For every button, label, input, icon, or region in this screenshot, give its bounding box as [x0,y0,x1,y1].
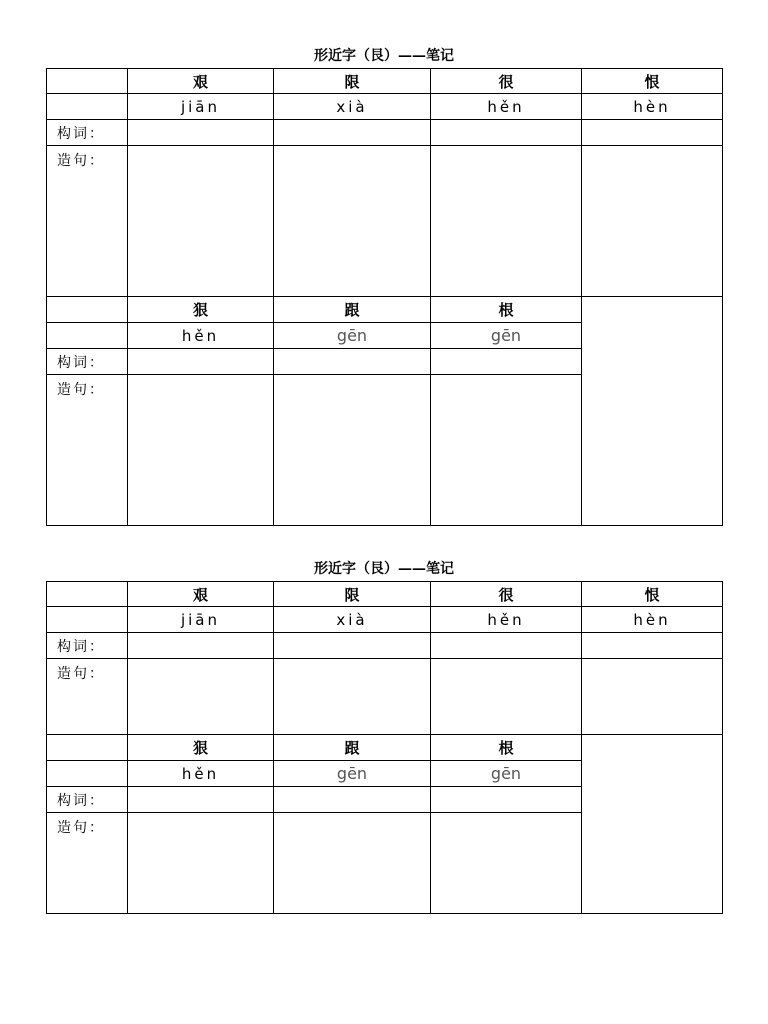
pinyin-cell: jiān [128,607,274,633]
notes-table-1 [46,68,723,526]
label-ju: 造句： [47,659,128,735]
write-cell[interactable] [128,633,274,659]
label-ci: 构词： [47,349,128,375]
write-cell[interactable] [431,813,582,914]
write-cell[interactable] [274,787,431,813]
label-ci: 构词： [47,787,128,813]
pinyin-cell: xià [274,607,431,633]
write-cell[interactable] [274,633,431,659]
char-cell: 很 [431,69,582,94]
write-cell[interactable] [582,146,723,297]
write-cell[interactable] [582,633,723,659]
empty-cell [47,761,128,787]
write-cell[interactable] [274,813,431,914]
write-cell[interactable] [431,120,582,146]
label-ci: 构词： [47,120,128,146]
label-ci: 构词： [47,633,128,659]
write-cell[interactable] [274,120,431,146]
blank-cell [582,297,723,526]
write-cell[interactable] [128,146,274,297]
write-cell[interactable] [128,787,274,813]
write-cell[interactable] [128,120,274,146]
pinyin-cell: gēn [431,323,582,349]
write-cell[interactable] [274,375,431,526]
char-cell: 艰 [128,582,274,607]
write-cell[interactable] [128,813,274,914]
write-cell[interactable] [274,659,431,735]
char-cell: 恨 [582,582,723,607]
char-cell: 恨 [582,69,723,94]
blank-cell [582,735,723,914]
write-cell[interactable] [431,146,582,297]
write-cell[interactable] [274,146,431,297]
empty-cell [47,607,128,633]
empty-cell [47,323,128,349]
char-cell: 很 [431,582,582,607]
write-cell[interactable] [274,349,431,375]
pinyin-cell: hèn [582,607,723,633]
corner-cell [47,582,128,607]
empty-cell [47,735,128,761]
pinyin-cell: gēn [431,761,582,787]
pinyin-cell: hěn [431,94,582,120]
label-ju: 造句： [47,146,128,297]
char-cell: 跟 [274,735,431,761]
write-cell[interactable] [128,659,274,735]
pinyin-cell: jiān [128,94,274,120]
write-cell[interactable] [431,375,582,526]
pinyin-cell: hèn [582,94,723,120]
write-cell[interactable] [128,349,274,375]
char-cell: 跟 [274,297,431,323]
write-cell[interactable] [582,659,723,735]
pinyin-cell: hěn [431,607,582,633]
notes-table-2 [46,581,723,914]
write-cell[interactable] [431,633,582,659]
pinyin-cell: xià [274,94,431,120]
pinyin-cell: gēn [274,761,431,787]
write-cell[interactable] [128,375,274,526]
char-cell: 限 [274,69,431,94]
empty-cell [47,94,128,120]
char-cell: 艰 [128,69,274,94]
pinyin-cell: gēn [274,323,431,349]
pinyin-cell: hěn [128,761,274,787]
title-1: 形近字（艮）——笔记 [314,48,454,64]
char-cell: 狠 [128,735,274,761]
write-cell[interactable] [582,120,723,146]
pinyin-cell: hěn [128,323,274,349]
corner-cell [47,69,128,94]
title-2: 形近字（艮）——笔记 [314,561,454,577]
write-cell[interactable] [431,659,582,735]
label-ju: 造句： [47,375,128,526]
empty-cell [47,297,128,323]
write-cell[interactable] [431,787,582,813]
char-cell: 根 [431,735,582,761]
char-cell: 根 [431,297,582,323]
write-cell[interactable] [431,349,582,375]
char-cell: 狠 [128,297,274,323]
char-cell: 限 [274,582,431,607]
label-ju: 造句： [47,813,128,914]
